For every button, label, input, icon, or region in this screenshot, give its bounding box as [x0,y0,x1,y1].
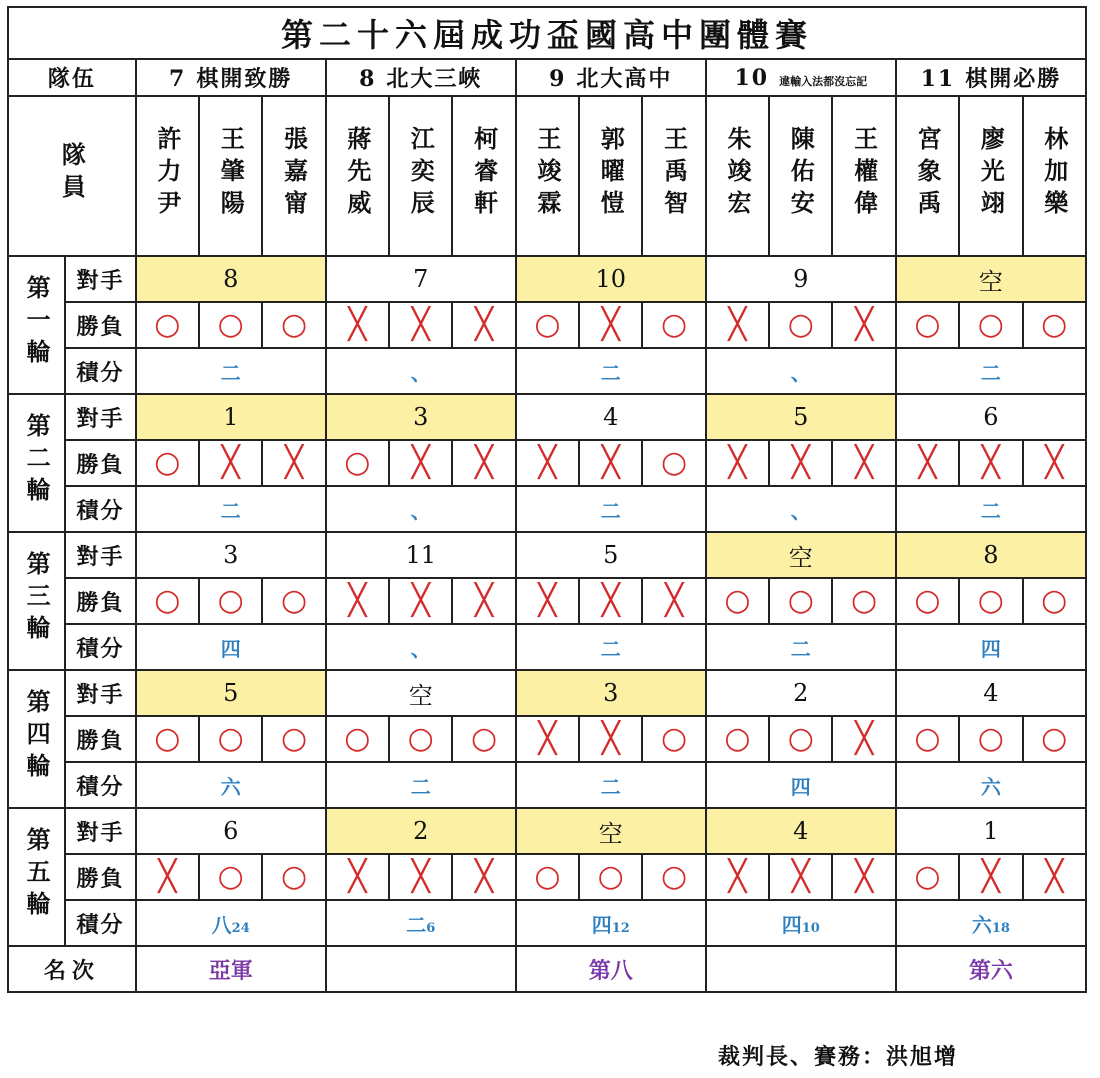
page-title: 第二十六屆成功盃國高中團體賽 [8,7,1086,59]
member-name: 王權偉 [849,126,879,222]
member-cell [579,96,642,256]
opponent-cell: 1 [896,808,1086,854]
win-mark: ○ [136,578,199,624]
points-cell [896,900,1086,946]
points-cell [326,900,516,946]
round-label-cell [8,670,65,808]
opponent-cell: 5 [516,532,706,578]
opponent-cell: 7 [326,256,516,302]
member-header-cell [8,96,136,256]
points-label: 積分 [65,762,135,808]
round-label: 第二輪 [22,413,52,509]
points-cell [136,762,326,808]
loss-mark: ╳ [452,578,515,624]
win-mark: ○ [199,716,262,762]
loss-mark: ╳ [389,440,452,486]
loss-mark: ╳ [136,854,199,900]
round-label: 第一輪 [22,275,52,371]
team-number: 10 [734,64,770,91]
points-cell [516,900,706,946]
win-mark: ○ [896,854,959,900]
rank-cell: 亞軍 [136,946,326,992]
points-total: 6 [426,920,436,936]
loss-mark: ╳ [389,578,452,624]
win-mark: ○ [579,854,642,900]
round-label: 第五輪 [22,827,52,923]
opponent-cell: 4 [896,670,1086,716]
opponent-cell: 空 [326,670,516,716]
member-cell [516,96,579,256]
winloss-label: 勝負 [65,716,135,762]
points-cell [706,624,896,670]
loss-mark: ╳ [452,854,515,900]
member-name: 蔣先威 [342,126,372,222]
member-cell [452,96,515,256]
opponent-label: 對手 [65,808,135,854]
opponent-cell: 2 [326,808,516,854]
team-header-9 [516,59,706,96]
points-value: 六 [220,774,241,799]
win-mark: ○ [642,716,705,762]
loss-mark: ╳ [642,578,705,624]
winloss-label: 勝負 [65,440,135,486]
rank-cell [326,946,516,992]
loss-mark: ╳ [579,716,642,762]
opponent-cell: 3 [516,670,706,716]
points-cell [706,348,896,394]
win-mark: ○ [389,716,452,762]
win-mark: ○ [199,302,262,348]
points-cell [136,486,326,532]
loss-mark: ╳ [896,440,959,486]
loss-mark: ╳ [389,302,452,348]
opponent-cell: 2 [706,670,896,716]
rank-header: 名次 [8,946,136,992]
win-mark: ○ [1023,716,1087,762]
win-mark: ○ [1023,578,1087,624]
points-cell [516,486,706,532]
points-value: 四 [220,636,241,661]
loss-mark: ╳ [516,578,579,624]
opponent-cell: 空 [896,256,1086,302]
team-number: 11 [920,66,956,92]
member-cell [389,96,452,256]
win-mark: ○ [959,578,1022,624]
points-cell [896,486,1086,532]
opponent-label: 對手 [65,394,135,440]
member-cell [1023,96,1087,256]
loss-mark: ╳ [579,578,642,624]
loss-mark: ╳ [516,440,579,486]
loss-mark: ╳ [1023,440,1087,486]
points-value: 四 [781,912,802,937]
win-mark: ○ [706,578,769,624]
member-cell [136,96,199,256]
opponent-cell: 4 [706,808,896,854]
loss-mark: ╳ [959,440,1022,486]
points-value: 、 [410,498,431,523]
member-name: 陳佑安 [786,126,816,222]
loss-mark: ╳ [579,302,642,348]
points-total: 18 [991,920,1010,936]
member-cell [959,96,1022,256]
member-name: 宮象禹 [912,126,942,222]
round-label: 第三輪 [22,551,52,647]
rank-cell: 第六 [896,946,1086,992]
member-cell [896,96,959,256]
win-mark: ○ [262,854,325,900]
points-value: 、 [410,636,431,661]
loss-mark: ╳ [516,716,579,762]
points-value: 二 [600,360,621,385]
win-mark: ○ [136,716,199,762]
points-value: 、 [790,498,811,523]
loss-mark: ╳ [832,854,895,900]
opponent-cell: 4 [516,394,706,440]
referee-credit: 裁判長、賽務：洪旭增 [718,1044,959,1070]
points-value: 、 [790,360,811,385]
win-mark: ○ [896,302,959,348]
win-mark: ○ [896,578,959,624]
win-mark: ○ [769,578,832,624]
points-cell [516,624,706,670]
points-value: 二 [406,912,427,937]
win-mark: ○ [642,302,705,348]
round-label-cell [8,532,65,670]
points-cell [326,762,516,808]
opponent-label: 對手 [65,256,135,302]
win-mark: ○ [516,302,579,348]
points-value: 二 [790,636,811,661]
opponent-cell: 5 [136,670,326,716]
win-mark: ○ [136,302,199,348]
points-value: 二 [600,774,621,799]
win-mark: ○ [516,854,579,900]
points-cell [896,762,1086,808]
points-label: 積分 [65,624,135,670]
loss-mark: ╳ [769,440,832,486]
member-name: 王竣霖 [532,126,562,222]
loss-mark: ╳ [326,578,389,624]
member-name: 朱竣宏 [722,126,752,222]
win-mark: ○ [136,440,199,486]
member-cell [769,96,832,256]
win-mark: ○ [1023,302,1087,348]
opponent-cell: 3 [326,394,516,440]
loss-mark: ╳ [452,440,515,486]
opponent-cell: 6 [136,808,326,854]
team-number: 7 [169,66,187,92]
win-mark: ○ [896,716,959,762]
loss-mark: ╳ [326,302,389,348]
member-name: 王肇陽 [216,126,246,222]
team-number: 9 [549,66,567,92]
loss-mark: ╳ [706,854,769,900]
member-name: 郭曜愷 [596,126,626,222]
winloss-label: 勝負 [65,578,135,624]
team-name: 棋開致勝 [196,66,293,92]
points-total: 24 [231,920,250,936]
member-name: 柯睿軒 [469,126,499,222]
results-table [7,6,1087,993]
team-name: 北大高中 [576,66,673,92]
points-cell [896,624,1086,670]
opponent-cell: 8 [136,256,326,302]
win-mark: ○ [769,302,832,348]
loss-mark: ╳ [579,440,642,486]
loss-mark: ╳ [832,440,895,486]
points-cell [136,624,326,670]
points-cell [706,486,896,532]
member-cell [262,96,325,256]
points-total: 12 [611,920,630,936]
loss-mark: ╳ [706,302,769,348]
win-mark: ○ [959,302,1022,348]
team-header-11 [896,59,1086,96]
points-value: 四 [591,912,612,937]
loss-mark: ╳ [832,716,895,762]
points-label: 積分 [65,348,135,394]
opponent-cell: 空 [706,532,896,578]
points-cell [136,348,326,394]
team-name: 北大三峽 [386,66,483,92]
win-mark: ○ [769,716,832,762]
points-value: 四 [980,636,1001,661]
points-cell [326,348,516,394]
loss-mark: ╳ [959,854,1022,900]
loss-mark: ╳ [452,302,515,348]
opponent-cell: 6 [896,394,1086,440]
rank-cell [706,946,896,992]
points-cell [136,900,326,946]
points-value: 四 [790,774,811,799]
win-mark: ○ [832,578,895,624]
opponent-label: 對手 [65,532,135,578]
points-value: 八 [211,912,232,937]
round-label-cell [8,808,65,946]
points-value: 二 [410,774,431,799]
win-mark: ○ [642,854,705,900]
member-cell [642,96,705,256]
opponent-cell: 空 [516,808,706,854]
opponent-cell: 5 [706,394,896,440]
opponent-cell: 10 [516,256,706,302]
points-cell [896,348,1086,394]
round-label: 第四輪 [22,689,52,785]
member-name: 江奕辰 [406,126,436,222]
loss-mark: ╳ [389,854,452,900]
opponent-cell: 9 [706,256,896,302]
member-cell [832,96,895,256]
points-value: 二 [600,636,621,661]
team-header-8 [326,59,516,96]
member-cell [326,96,389,256]
opponent-cell: 8 [896,532,1086,578]
points-label: 積分 [65,900,135,946]
team-header-7 [136,59,326,96]
loss-mark: ╳ [706,440,769,486]
round-label-cell [8,256,65,394]
win-mark: ○ [262,716,325,762]
team-name: 違輸入法都沒忘記 [779,74,868,88]
win-mark: ○ [642,440,705,486]
points-cell [516,762,706,808]
points-value: 六 [980,774,1001,799]
member-name: 廖光翊 [976,126,1006,222]
opponent-label: 對手 [65,670,135,716]
team-header-10 [706,59,896,96]
win-mark: ○ [262,302,325,348]
points-value: 二 [980,498,1001,523]
points-cell [516,348,706,394]
win-mark: ○ [262,578,325,624]
rank-cell: 第八 [516,946,706,992]
win-mark: ○ [326,716,389,762]
loss-mark: ╳ [199,440,262,486]
points-value: 二 [220,498,241,523]
member-name: 許力尹 [152,126,182,222]
team-number: 8 [359,66,377,92]
opponent-cell: 11 [326,532,516,578]
member-cell [199,96,262,256]
points-cell [326,486,516,532]
points-label: 積分 [65,486,135,532]
team-name: 棋開必勝 [965,66,1062,92]
loss-mark: ╳ [832,302,895,348]
opponent-cell: 3 [136,532,326,578]
points-value: 二 [600,498,621,523]
round-label-cell [8,394,65,532]
loss-mark: ╳ [769,854,832,900]
points-value: 六 [971,912,992,937]
loss-mark: ╳ [1023,854,1087,900]
points-cell [706,762,896,808]
win-mark: ○ [706,716,769,762]
win-mark: ○ [199,854,262,900]
win-mark: ○ [199,578,262,624]
member-name: 王禹智 [659,126,689,222]
win-mark: ○ [326,440,389,486]
points-value: 二 [220,360,241,385]
loss-mark: ╳ [326,854,389,900]
member-cell [706,96,769,256]
opponent-cell: 1 [136,394,326,440]
winloss-label: 勝負 [65,854,135,900]
member-name: 張嘉甯 [279,126,309,222]
win-mark: ○ [959,716,1022,762]
loss-mark: ╳ [262,440,325,486]
team-header: 隊伍 [8,59,136,96]
points-cell [706,900,896,946]
member-header: 隊員 [57,142,87,206]
winloss-label: 勝負 [65,302,135,348]
points-value: 二 [980,360,1001,385]
points-cell [326,624,516,670]
points-value: 、 [410,360,431,385]
member-name: 林加樂 [1039,126,1069,222]
win-mark: ○ [452,716,515,762]
points-total: 10 [801,920,820,936]
